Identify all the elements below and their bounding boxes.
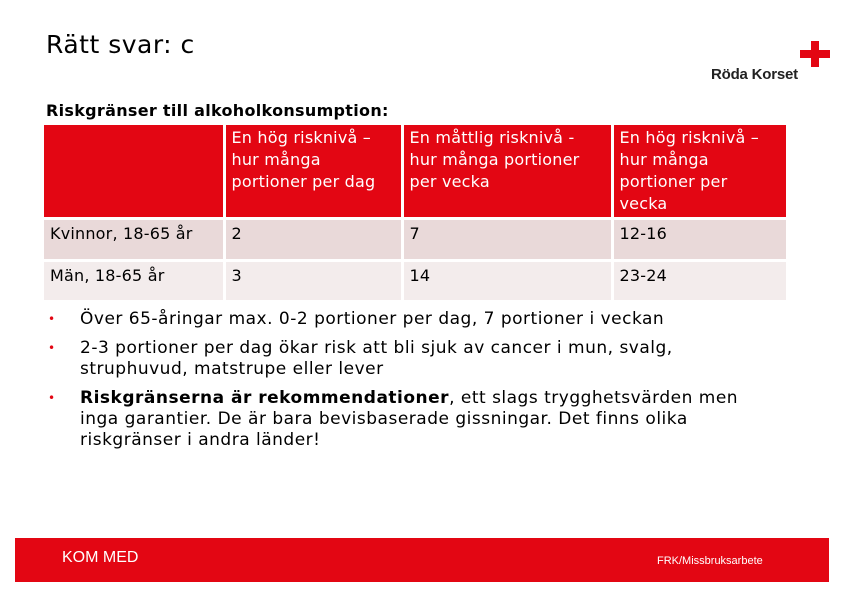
bullet-icon: • [48,341,56,355]
footer-right-text: FRK/Missbruksarbete [657,555,763,567]
table-cell: 23-24 [612,261,787,301]
bullet-text: , ett slags trygghetsvärden men inga garantier. De är bara bevisbaserade gissningar. Det finns olika riskgränser i andra länder! [80,388,739,450]
table-cell: Män, 18-65 år [44,261,224,301]
table-cell: 12-16 [612,219,787,261]
table-header-cell [44,125,224,219]
footer-bar [15,538,829,582]
list-item [48,309,778,330]
table-header-cell: En måttlig risknivå - hur många portioner per vecka [402,125,612,219]
table-cell: 2 [224,219,402,261]
risk-table [44,125,789,300]
table-cell: 3 [224,261,402,301]
table-cell: 14 [402,261,612,301]
bullet-text: 2-3 portioner per dag ökar risk att bli sjuk av cancer i mun, svalg, struphuvud, matstrupe eller lever [80,338,673,379]
red-cross-icon [800,41,830,67]
bullet-list [48,309,778,451]
table-cell: Kvinnor, 18-65 år [44,219,224,261]
table-row [44,261,787,301]
table-header-cell: En hög risknivå – hur många portioner per vecka [612,125,787,219]
footer-left-text: KOM MED [62,549,139,566]
logo-text: Röda Korset [711,66,798,83]
bullet-icon: • [48,391,56,405]
bullet-bold: Riskgränserna är rekommendationer [80,388,450,408]
list-item [48,338,778,380]
list-item [48,388,778,451]
table-header-cell: En hög risknivå – hur många portioner per dag [224,125,402,219]
table-header-row [44,125,787,219]
bullet-icon: • [48,312,56,326]
table-cell: 7 [402,219,612,261]
page-title: Rätt svar: c [46,30,195,59]
bullet-text: Över 65-åringar max. 0-2 portioner per dag, 7 portioner i veckan [80,309,665,329]
table-row [44,219,787,261]
section-subtitle: Riskgränser till alkoholkonsumption: [46,101,389,120]
